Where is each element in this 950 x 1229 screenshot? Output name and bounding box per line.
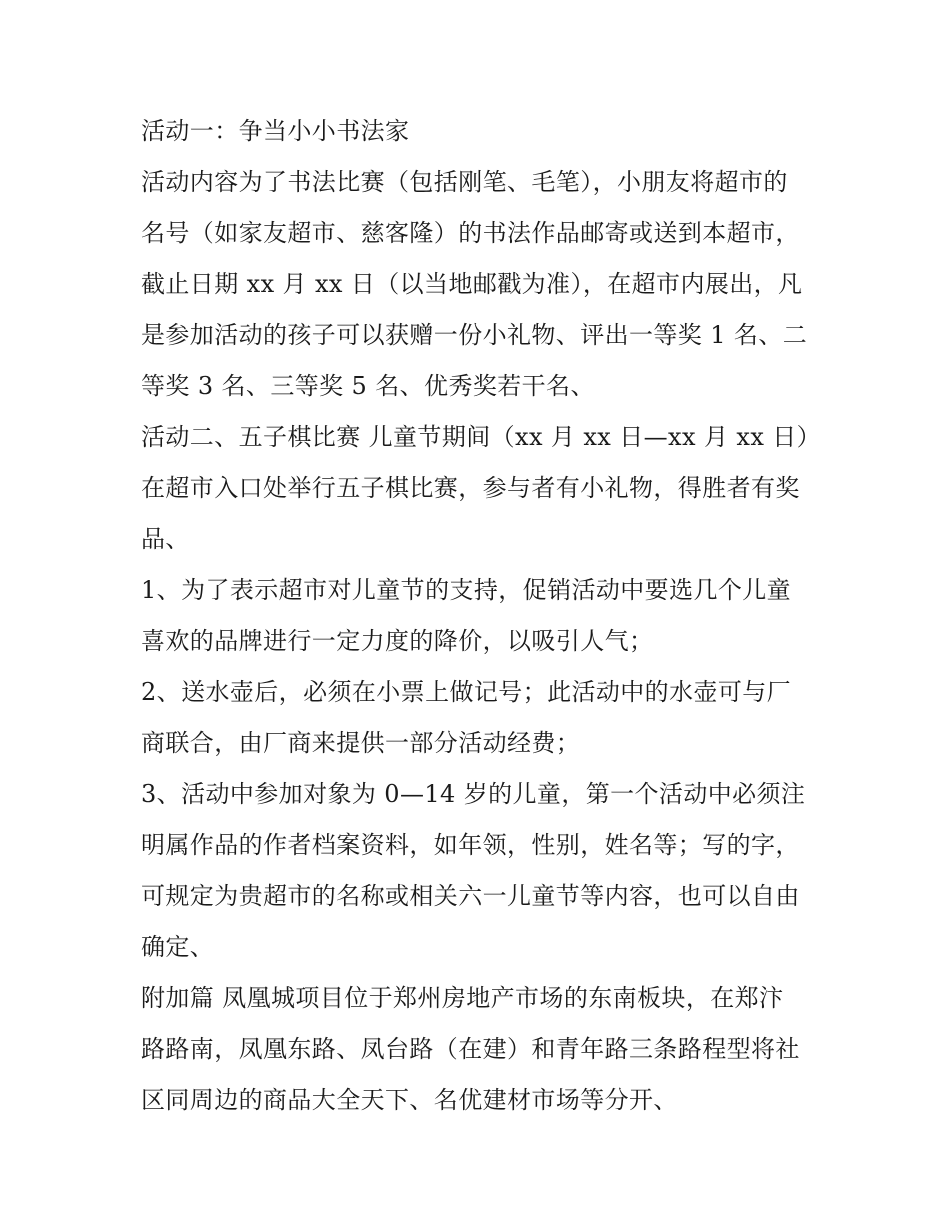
text-line: 在超市入口处举行五子棋比赛，参与者有小礼物，得胜者有奖 — [141, 474, 800, 502]
text-line: 可规定为贵超市的名称或相关六一儿童节等内容，也可以自由 — [141, 882, 800, 910]
text-line: 区同周边的商品大全天下、名优建材市场等分开、 — [141, 1086, 678, 1114]
activity-one-title: 活动一：争当小小书法家 — [141, 117, 410, 145]
text-line: 喜欢的品牌进行一定力度的降价，以吸引人气； — [141, 627, 654, 655]
text-line: 是参加活动的孩子可以获赠一份小礼物、评出一等奖 1 名、二 — [141, 321, 808, 349]
list-item-3: 3、活动中参加对象为 0—14 岁的儿童，第一个活动中必须注 — [141, 780, 806, 808]
text-line: 品、 — [141, 525, 190, 553]
text-line: 活动内容为了书法比赛（包括刚笔、毛笔），小朋友将超市的 — [141, 168, 788, 196]
text-line: 等奖 3 名、三等奖 5 名、优秀奖若干名、 — [141, 372, 595, 400]
text-line: 截止日期 xx 月 xx 日（以当地邮戳为准），在超市内展出，凡 — [141, 270, 803, 298]
appendix-paragraph: 附加篇 凤凰城项目位于郑州房地产市场的东南板块，在郑汴 — [141, 984, 784, 1012]
text-line: 明属作品的作者档案资料，如年领，性别，姓名等；写的字， — [141, 831, 800, 859]
text-line: 路路南，凤凰东路、凤台路（在建）和青年路三条路程型将社 — [141, 1035, 800, 1063]
activity-two-title: 活动二、五子棋比赛 儿童节期间（xx 月 xx 日—xx 月 xx 日） — [141, 423, 822, 451]
text-line: 名号（如家友超市、慈客隆）的书法作品邮寄或送到本超市， — [141, 219, 800, 247]
document-body — [141, 106, 821, 1126]
list-item-2: 2、送水壶后，必须在小票上做记号；此活动中的水壶可与厂 — [141, 678, 792, 706]
text-line: 确定、 — [141, 933, 215, 961]
list-item-1: 1、为了表示超市对儿童节的支持，促销活动中要选几个儿童 — [141, 576, 792, 604]
text-line: 商联合，由厂商来提供一部分活动经费； — [141, 729, 581, 757]
